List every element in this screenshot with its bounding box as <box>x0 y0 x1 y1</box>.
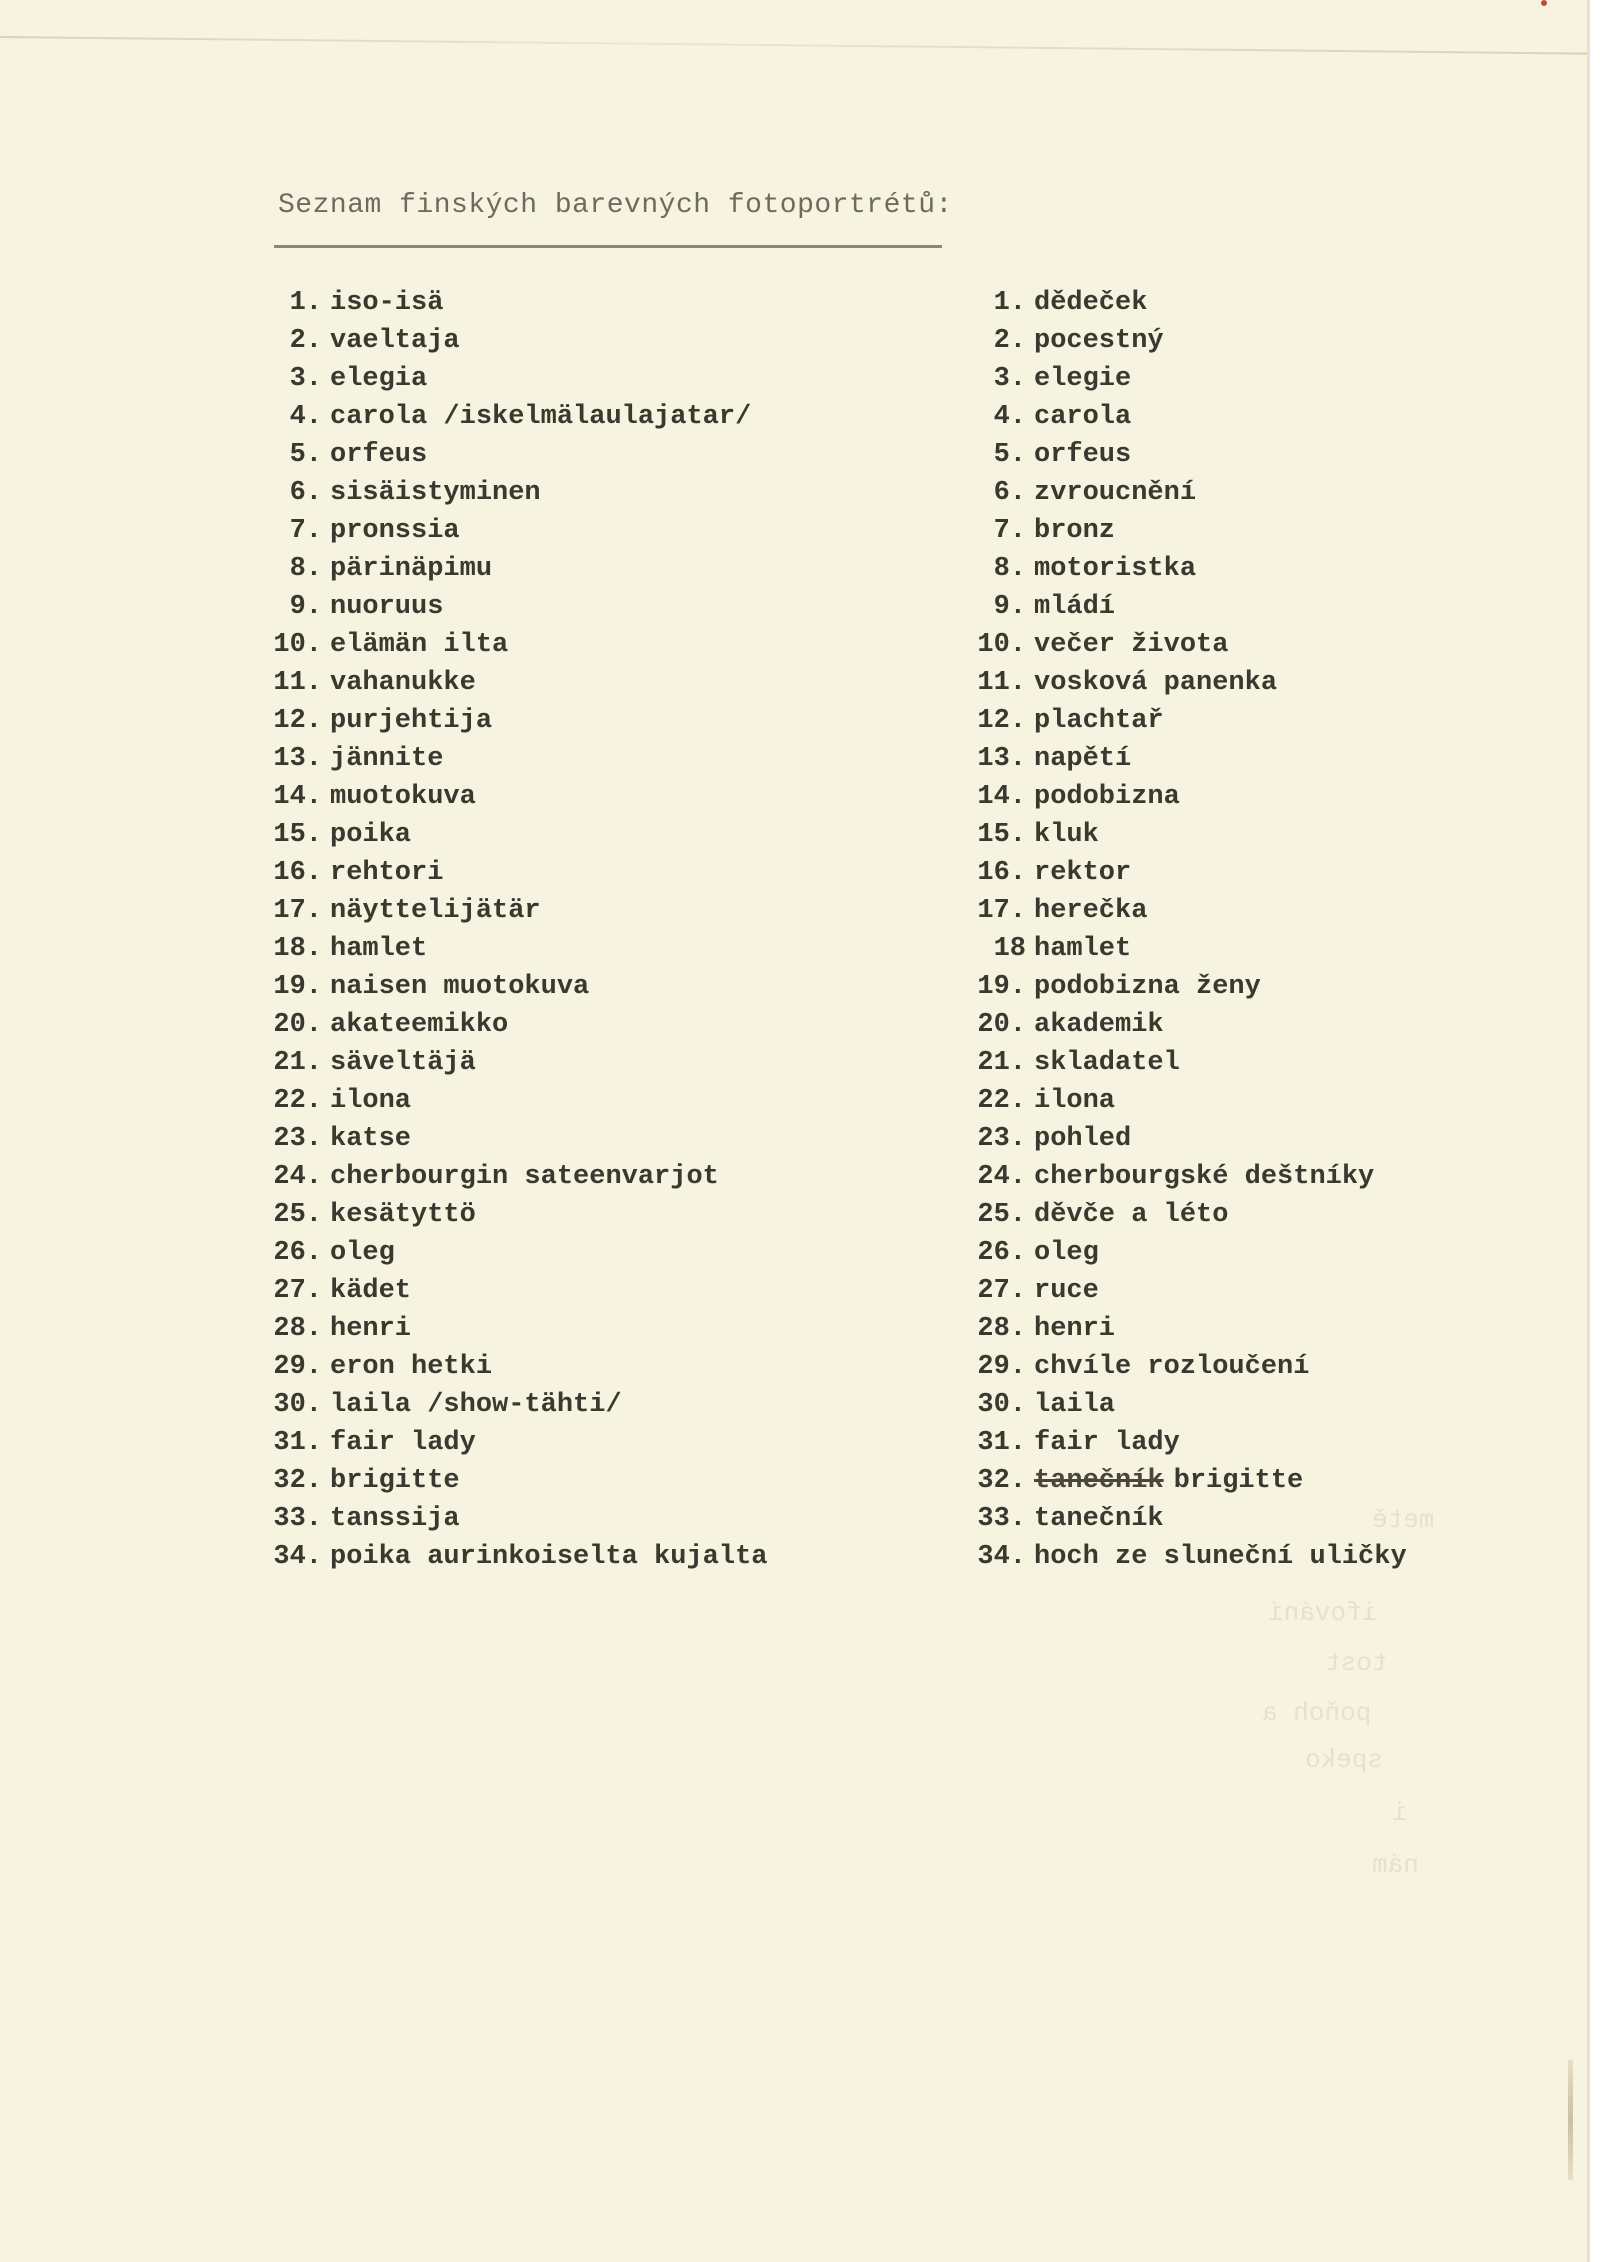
item-title: säveltäjä <box>330 1048 476 1078</box>
list-item <box>246 1424 767 1462</box>
item-title: carola /iskelmälaulajatar/ <box>330 402 752 432</box>
list-item <box>950 1158 1407 1196</box>
item-number: 5. <box>289 440 322 470</box>
item-title: carola <box>1034 402 1132 432</box>
item-title: eron hetki <box>330 1352 493 1382</box>
item-title: bronz <box>1034 516 1116 546</box>
item-number: 22. <box>977 1086 1026 1116</box>
item-number: 4. <box>289 402 322 432</box>
bleed-through-fragment: poňoh a <box>1262 1698 1372 1728</box>
item-number: 10. <box>977 630 1026 660</box>
list-item <box>246 1006 767 1044</box>
item-number: 26. <box>977 1238 1026 1268</box>
list-item <box>950 1120 1407 1158</box>
item-title: děvče a léto <box>1034 1200 1229 1230</box>
list-item <box>246 816 767 854</box>
list-item <box>246 1462 767 1500</box>
item-number: 24. <box>273 1162 322 1192</box>
item-title: skladatel <box>1034 1048 1180 1078</box>
item-number: 22. <box>273 1086 322 1116</box>
item-number: 21. <box>977 1048 1026 1078</box>
item-number: 17. <box>273 896 322 926</box>
item-title: fair lady <box>1034 1428 1180 1458</box>
item-number: 2. <box>993 326 1026 356</box>
item-number: 1. <box>289 288 322 318</box>
item-title: podobizna ženy <box>1034 972 1261 1002</box>
item-number: 16. <box>977 858 1026 888</box>
item-number: 34. <box>273 1542 322 1572</box>
list-item <box>950 322 1407 360</box>
item-title: cherbourgin sateenvarjot <box>330 1162 719 1192</box>
item-number: 4. <box>993 402 1026 432</box>
list-item <box>246 968 767 1006</box>
item-title: pronssia <box>330 516 460 546</box>
item-title: elegia <box>330 364 428 394</box>
corner-ink-mark <box>1541 0 1547 6</box>
item-title: hamlet <box>330 934 428 964</box>
item-title: pocestný <box>1034 326 1164 356</box>
list-item <box>246 512 767 550</box>
item-title: rehtori <box>330 858 444 888</box>
list-item <box>246 398 767 436</box>
item-number: 15. <box>273 820 322 850</box>
list-item <box>950 1044 1407 1082</box>
item-number: 15. <box>977 820 1026 850</box>
item-number: 33. <box>977 1504 1026 1534</box>
item-title: oleg <box>1034 1238 1099 1268</box>
item-number: 16. <box>273 858 322 888</box>
list-item <box>246 1272 767 1310</box>
list-item <box>246 1310 767 1348</box>
item-number: 14. <box>977 782 1026 812</box>
item-number: 3. <box>289 364 322 394</box>
item-number: 30. <box>273 1390 322 1420</box>
item-title: chvíle rozloučení <box>1034 1352 1310 1382</box>
list-item <box>950 512 1407 550</box>
list-item <box>950 968 1407 1006</box>
bleed-through-fragment: ifování <box>1268 1598 1378 1628</box>
item-number: 25. <box>977 1200 1026 1230</box>
list-item <box>950 1196 1407 1234</box>
item-title: näyttelijätär <box>330 896 541 926</box>
bleed-through-fragment: i <box>1392 1798 1408 1828</box>
list-item <box>950 664 1407 702</box>
item-number: 30. <box>977 1390 1026 1420</box>
list-item <box>246 778 767 816</box>
list-item <box>246 1044 767 1082</box>
item-title: naisen muotokuva <box>330 972 590 1002</box>
item-number: 12. <box>273 706 322 736</box>
item-number: 28. <box>273 1314 322 1344</box>
list-item <box>246 360 767 398</box>
item-title: katse <box>330 1124 412 1154</box>
item-number: 32. <box>273 1466 322 1496</box>
item-number: 32. <box>977 1466 1026 1496</box>
item-title: purjehtija <box>330 706 493 736</box>
item-title: tanssija <box>330 1504 460 1534</box>
item-number: 23. <box>977 1124 1026 1154</box>
item-title: oleg <box>330 1238 395 1268</box>
list-item <box>246 436 767 474</box>
item-number: 28. <box>977 1314 1026 1344</box>
item-number: 18 <box>993 934 1026 964</box>
bleed-through-fragment: nám <box>1372 1850 1419 1880</box>
list-item <box>950 550 1407 588</box>
item-number: 20. <box>273 1010 322 1040</box>
list-item <box>246 1120 767 1158</box>
item-title: elämän ilta <box>330 630 509 660</box>
finnish-title-list <box>246 284 767 1576</box>
item-title: akademik <box>1034 1010 1164 1040</box>
list-item <box>950 1386 1407 1424</box>
list-item <box>246 1158 767 1196</box>
item-number: 11. <box>977 668 1026 698</box>
item-title: kluk <box>1034 820 1099 850</box>
bleed-through-fragment: tost <box>1325 1648 1388 1678</box>
item-title: ilona <box>330 1086 412 1116</box>
item-number: 6. <box>993 478 1026 508</box>
item-number: 29. <box>273 1352 322 1382</box>
item-title: henri <box>330 1314 412 1344</box>
list-item <box>950 1310 1407 1348</box>
item-number: 8. <box>993 554 1026 584</box>
item-title: kädet <box>330 1276 412 1306</box>
item-title: večer života <box>1034 630 1229 660</box>
list-item <box>950 1006 1407 1044</box>
item-title: nuoruus <box>330 592 444 622</box>
list-item <box>246 322 767 360</box>
item-number: 23. <box>273 1124 322 1154</box>
paper-fold-line <box>0 36 1590 55</box>
item-title: motoristka <box>1034 554 1197 584</box>
item-title: mládí <box>1034 592 1116 622</box>
item-title: ruce <box>1034 1276 1099 1306</box>
list-item <box>950 1348 1407 1386</box>
item-title: orfeus <box>1034 440 1132 470</box>
item-number: 26. <box>273 1238 322 1268</box>
item-title: fair lady <box>330 1428 476 1458</box>
list-item <box>246 1348 767 1386</box>
item-number: 6. <box>289 478 322 508</box>
list-item <box>246 284 767 322</box>
item-title: herečka <box>1034 896 1148 926</box>
list-item <box>246 1196 767 1234</box>
item-number: 9. <box>289 592 322 622</box>
list-item <box>950 778 1407 816</box>
item-number: 34. <box>977 1542 1026 1572</box>
item-number: 13. <box>273 744 322 774</box>
item-number: 19. <box>977 972 1026 1002</box>
item-number: 19. <box>273 972 322 1002</box>
item-title: vahanukke <box>330 668 476 698</box>
list-item <box>246 1538 767 1576</box>
item-number: 31. <box>977 1428 1026 1458</box>
list-item <box>246 1082 767 1120</box>
list-item <box>950 1082 1407 1120</box>
list-item <box>950 398 1407 436</box>
list-item <box>950 892 1407 930</box>
item-number: 20. <box>977 1010 1026 1040</box>
item-title: laila /show-tähti/ <box>330 1390 622 1420</box>
item-title: zvroucnění <box>1034 478 1197 508</box>
bleed-through-fragment: speko <box>1305 1745 1384 1775</box>
item-number: 27. <box>273 1276 322 1306</box>
item-title: orfeus <box>330 440 428 470</box>
item-title: laila <box>1034 1390 1116 1420</box>
item-title: dědeček <box>1034 288 1148 318</box>
item-number: 12. <box>977 706 1026 736</box>
list-item <box>246 1386 767 1424</box>
list-item <box>950 1424 1407 1462</box>
paper-edge-damage <box>1568 2060 1573 2180</box>
list-item <box>950 284 1407 322</box>
item-title: kesätyttö <box>330 1200 476 1230</box>
list-item <box>950 740 1407 778</box>
item-title: poika aurinkoiselta kujalta <box>330 1542 768 1572</box>
list-item <box>246 474 767 512</box>
item-title: muotokuva <box>330 782 476 812</box>
item-title: podobizna <box>1034 782 1180 812</box>
list-item <box>246 626 767 664</box>
item-title: iso-isä <box>330 288 444 318</box>
list-item <box>950 360 1407 398</box>
struck-out-text: tanečník <box>1034 1466 1164 1496</box>
item-number: 5. <box>993 440 1026 470</box>
list-item <box>950 436 1407 474</box>
list-item <box>950 816 1407 854</box>
list-item <box>950 1234 1407 1272</box>
item-title: ilona <box>1034 1086 1116 1116</box>
item-number: 3. <box>993 364 1026 394</box>
item-title: pärinäpimu <box>330 554 493 584</box>
list-item <box>246 930 767 968</box>
item-number: 24. <box>977 1162 1026 1192</box>
item-number: 27. <box>977 1276 1026 1306</box>
title-underline <box>274 245 942 248</box>
item-title: jännite <box>330 744 444 774</box>
item-title: hamlet <box>1034 934 1132 964</box>
czech-title-list <box>950 284 1407 1576</box>
item-number: 29. <box>977 1352 1026 1382</box>
item-title: hoch ze sluneční uličky <box>1034 1542 1407 1572</box>
list-item <box>950 1538 1407 1576</box>
list-item <box>950 1272 1407 1310</box>
item-title: poika <box>330 820 412 850</box>
list-item <box>246 854 767 892</box>
item-number: 21. <box>273 1048 322 1078</box>
item-number: 10. <box>273 630 322 660</box>
list-item <box>950 930 1407 968</box>
item-title: rektor <box>1034 858 1132 888</box>
list-item <box>950 474 1407 512</box>
list-item <box>950 588 1407 626</box>
item-number: 7. <box>993 516 1026 546</box>
list-item <box>246 1500 767 1538</box>
list-item <box>950 702 1407 740</box>
item-number: 2. <box>289 326 322 356</box>
item-title: brigitte <box>1173 1466 1304 1496</box>
list-item <box>246 550 767 588</box>
item-title: napětí <box>1034 744 1132 774</box>
document-title: Seznam finských barevných fotoportrétů: <box>278 190 953 221</box>
item-title: akateemikko <box>330 1010 509 1040</box>
item-number: 18. <box>273 934 322 964</box>
item-title: cherbourgské deštníky <box>1034 1162 1375 1192</box>
item-number: 8. <box>289 554 322 584</box>
list-item <box>246 740 767 778</box>
item-title: henri <box>1034 1314 1116 1344</box>
item-title: vosková panenka <box>1034 668 1278 698</box>
item-title: sisäistyminen <box>330 478 541 508</box>
item-number: 1. <box>993 288 1026 318</box>
bleed-through-fragment: metě <box>1372 1505 1435 1535</box>
list-item <box>246 588 767 626</box>
item-title: pohled <box>1034 1124 1132 1154</box>
list-item <box>950 1462 1407 1500</box>
item-number: 13. <box>977 744 1026 774</box>
item-title: elegie <box>1034 364 1132 394</box>
list-item <box>246 664 767 702</box>
list-item <box>246 892 767 930</box>
item-number: 7. <box>289 516 322 546</box>
list-item <box>950 1500 1407 1538</box>
item-number: 17. <box>977 896 1026 926</box>
list-item <box>246 702 767 740</box>
item-number: 25. <box>273 1200 322 1230</box>
item-title: vaeltaja <box>330 326 460 356</box>
item-number: 11. <box>273 668 322 698</box>
list-item <box>246 1234 767 1272</box>
item-title: plachtař <box>1034 706 1164 736</box>
item-number: 31. <box>273 1428 322 1458</box>
item-number: 14. <box>273 782 322 812</box>
item-number: 9. <box>993 592 1026 622</box>
list-item <box>950 626 1407 664</box>
item-title: brigitte <box>330 1466 460 1496</box>
item-title: tanečník <box>1034 1504 1164 1534</box>
list-item <box>950 854 1407 892</box>
item-number: 33. <box>273 1504 322 1534</box>
